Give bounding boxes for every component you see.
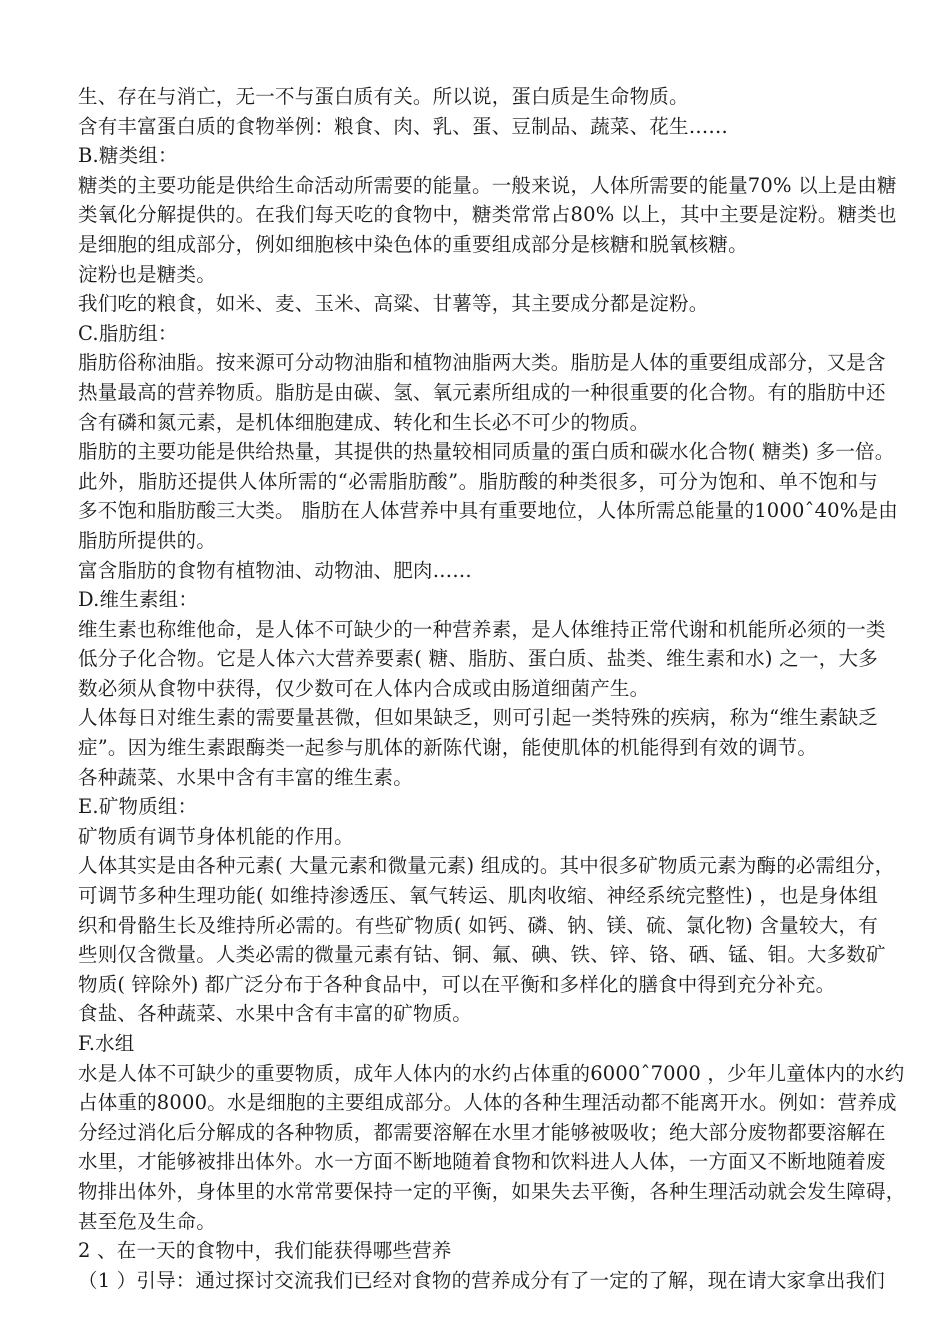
text-line: 低分子化合物。它是人体六大营养要素( 糖、脂肪、蛋白质、盐类、维生素和水) 之一，大多: [78, 647, 878, 671]
text-line: 人体每日对维生素的需要量甚微，但如果缺乏，则可引起一类特殊的疾病，称为“维生素缺乏: [78, 706, 878, 730]
text-line: 此外，脂肪还提供人体所需的“必需脂肪酸”。脂肪酸的种类很多，可分为饱和、单不饱和与: [78, 469, 878, 493]
text-line: 症”。因为维生素跟酶类一起参与肌体的新陈代谢，能使肌体的机能得到有效的调节。: [78, 736, 818, 760]
text-line: 我们吃的粮食，如米、麦、玉米、高粱、甘薯等，其主要成分都是淀粉。: [78, 292, 709, 316]
text-line: 甚至危及生命。: [78, 1209, 216, 1233]
text-line: 织和骨骼生长及维持所必需的。有些矿物质( 如钙、磷、钠、镁、硫、氯化物) 含量较大，有: [78, 913, 878, 937]
text-line: 占体重的8000。水是细胞的主要组成部分。人体的各种生理活动都不能离开水。例如：营养成: [78, 1091, 897, 1115]
text-line: 富含脂肪的食物有植物油、动物油、肥肉……: [78, 558, 473, 582]
text-line: 含有丰富蛋白质的食物举例：粮食、肉、乳、蛋、豆制品、蔬菜、花生……: [78, 114, 729, 138]
text-line: 物质( 锌除外) 都广泛分布于各种食品中，可以在平衡和多样化的膳食中得到充分补充。: [78, 972, 836, 996]
text-line: F.水组: [78, 1032, 135, 1055]
text-line: 脂肪的主要功能是供给热量，其提供的热量较相同质量的蛋白质和碳水化合物( 糖类) 多一倍。: [78, 440, 895, 464]
text-line: 些则仅含微量。人类必需的微量元素有钴、铜、氟、碘、铁、锌、铬、硒、锰、钼。大多数矿: [78, 943, 886, 967]
text-line: 脂肪俗称油脂。按来源可分动物油脂和植物油脂两大类。脂肪是人体的重要组成部分，又是含: [78, 351, 886, 375]
text-line: C.脂肪组：: [78, 321, 178, 345]
text-line: 2 、在一天的食物中，我们能获得哪些营养: [78, 1239, 452, 1263]
text-line: 水里，才能够被排出体外。水一方面不断地随着食物和饮料进人人体，一方面又不断地随着废: [78, 1150, 886, 1174]
text-line: 各种蔬菜、水果中含有丰富的维生素。: [78, 765, 413, 789]
text-line: 维生素也称维他命，是人体不可缺少的一种营养素，是人体维持正常代谢和机能所必须的一类: [78, 617, 886, 641]
text-line: 脂肪所提供的。: [78, 528, 216, 552]
text-line: 水是人体不可缺少的重要物质，成年人体内的水约占体重的6000ˆ7000 ，少年儿童体内的水约: [78, 1061, 905, 1085]
text-line: 数必须从食物中获得，仅少数可在人体内合成或由肠道细菌产生。: [78, 676, 650, 700]
text-line: 类氧化分解提供的。在我们每天吃的食物中，糖类常常占80% 以上，其中主要是淀粉。糖类也: [78, 203, 897, 227]
text-line: 食盐、各种蔬菜、水果中含有丰富的矿物质。: [78, 1002, 473, 1026]
text-line: B.糖类组：: [78, 144, 178, 168]
text-line: 是细胞的组成部分，例如细胞核中染色体的重要组成部分是核糖和脱氧核糖。: [78, 232, 748, 256]
text-line: D.维生素组：: [78, 588, 199, 612]
text-line: 糖类的主要功能是供给生命活动所需要的能量。一般来说，人体所需要的能量70% 以上是由糖: [78, 173, 897, 197]
text-line: 热量最高的营养物质。脂肪是由碳、氢、氧元素所组成的一种很重要的化合物。有的脂肪中还: [78, 380, 886, 404]
text-line: 矿物质有调节身体机能的作用。: [78, 824, 354, 848]
text-line: 生、存在与消亡，无一不与蛋白质有关。所以说，蛋白质是生命物质。: [78, 85, 689, 108]
text-line: 物排出体外，身体里的水常常要保持一定的平衡，如果失去平衡，各种生理活动就会发生障碍，: [78, 1179, 906, 1203]
text-line: 人体其实是由各种元素( 大量元素和微量元素) 组成的。其中很多矿物质元素为酶的必需组分，: [78, 854, 895, 878]
text-line: （1 ）引导：通过探讨交流我们已经对食物的营养成分有了一定的了解，现在请大家拿出我们: [78, 1268, 886, 1292]
text-line: E.矿物质组：: [78, 795, 198, 819]
text-line: 可调节多种生理功能( 如维持渗透压、氧气转运、肌肉收缩、神经系统完整性) ，也是身体组: [78, 884, 878, 908]
text-line: 分经过消化后分解成的各种物质，都需要溶解在水里才能够被吸收；绝大部分废物都要溶解在: [78, 1120, 886, 1144]
text-line: 含有磷和氮元素，是机体细胞建成、转化和生长必不可少的物质。: [78, 410, 650, 434]
text-line: 多不饱和脂肪酸三大类。 脂肪在人体营养中具有重要地位，人体所需总能量的1000ˆ40%是由: [78, 499, 898, 523]
document-page: [78, 82, 906, 1295]
text-line: 淀粉也是糖类。: [78, 262, 216, 286]
